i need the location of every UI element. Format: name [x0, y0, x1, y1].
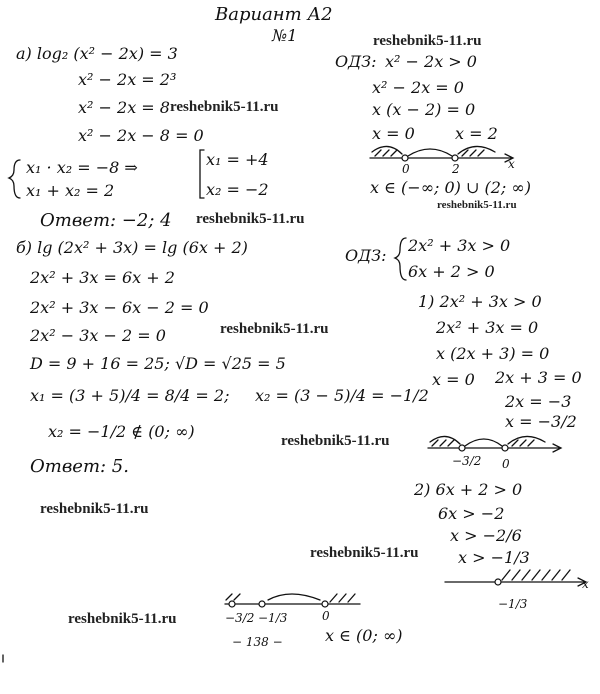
variant-title: Вариант А2 — [215, 4, 333, 25]
root-b-x1: x₁ = (3 + 5)/4 = 8/4 = 2; — [30, 386, 230, 405]
case1-line-5: 2x + 3 = 0 — [495, 368, 582, 387]
watermark-5: reshebnik5-11.ru — [220, 321, 329, 337]
vieta-product: x₁ · x₂ = −8 ⇒ — [26, 158, 138, 177]
odz-a-label: ОДЗ: — [335, 52, 377, 71]
line-a-label-2: 2 — [452, 162, 460, 176]
odz-a-step-2: x² − 2x = 0 — [372, 78, 464, 97]
watermark-8: reshebnik5-11.ru — [310, 545, 419, 561]
odz-a-root-2: x = 2 — [455, 124, 498, 143]
final-line-label-c: 0 — [322, 609, 330, 623]
vieta-brace — [9, 160, 20, 198]
case2-line-2: 6x > −2 — [438, 504, 505, 523]
case1-line-6: 2x = −3 — [505, 392, 572, 411]
roots-bracket — [200, 150, 204, 198]
odz-b-label: ОДЗ: — [345, 246, 387, 265]
case1-line-1: 1) 2x² + 3x > 0 — [418, 292, 542, 311]
odz-a-step-3: x (x − 2) = 0 — [372, 100, 476, 119]
line-b2-label-a: −1/3 — [498, 597, 528, 611]
watermark-3: reshebnik5-11.ru — [437, 199, 517, 211]
root-x1: x₁ = +4 — [206, 150, 269, 169]
line-a-label-0: 0 — [402, 162, 410, 176]
case2-line-3: x > −2/6 — [450, 526, 522, 545]
line-b2-label-x: x — [582, 577, 589, 591]
line-b1-label-a: −3/2 — [452, 454, 482, 468]
final-number-line — [225, 594, 360, 607]
odz-b-brace — [395, 238, 406, 280]
odz-b-cond-2: 6x + 2 > 0 — [408, 262, 495, 281]
watermark-9: reshebnik5-11.ru — [68, 611, 177, 627]
odz-a-root-0: x = 0 — [372, 124, 415, 143]
part-b-step-2: 2x² + 3x − 6x − 2 = 0 — [30, 298, 209, 317]
number-line-b1 — [428, 436, 561, 452]
watermark-2: reshebnik5-11.ru — [170, 99, 279, 115]
case1-line-7: x = −3/2 — [505, 412, 577, 431]
root-x2: x₂ = −2 — [206, 180, 269, 199]
odz-a-step-1: x² − 2x > 0 — [385, 52, 477, 71]
part-b-step-1: 2x² + 3x = 6x + 2 — [30, 268, 175, 287]
line-b1-label-b: 0 — [502, 457, 510, 471]
part-a-equation: a) log₂ (x² − 2x) = 3 — [16, 44, 178, 63]
vieta-sum: x₁ + x₂ = 2 — [26, 181, 115, 200]
part-b-answer: Ответ: 5. — [30, 456, 129, 477]
part-a-step-3: x² − 2x − 8 = 0 — [78, 126, 204, 145]
part-a-step-2: x² − 2x = 8 — [78, 98, 170, 117]
odz-b-cond-1: 2x² + 3x > 0 — [408, 236, 511, 255]
case1-line-4: x = 0 — [432, 370, 475, 389]
number-line-a — [370, 146, 513, 162]
final-line-label-a: −3/2 — [225, 611, 255, 625]
final-line-label-b: −1/3 — [258, 611, 288, 625]
watermark-1: reshebnik5-11.ru — [373, 33, 482, 49]
number-line-b2 — [445, 570, 586, 586]
odz-a-interval: x ∈ (−∞; 0) ∪ (2; ∞) — [370, 178, 531, 197]
part-a-answer: Ответ: −2; 4 — [40, 210, 172, 231]
root-b-x2-check: x₂ = −1/2 ∉ (0; ∞) — [48, 422, 195, 441]
discriminant: D = 9 + 16 = 25; √D = √25 = 5 — [30, 354, 286, 373]
watermark-4: reshebnik5-11.ru — [196, 211, 305, 227]
task-number: №1 — [272, 26, 298, 45]
root-b-x2: x₂ = (3 − 5)/4 = −1/2 — [255, 386, 429, 405]
part-b-step-3: 2x² − 3x − 2 = 0 — [30, 326, 166, 345]
case1-line-3: x (2x + 3) = 0 — [436, 344, 550, 363]
part-b-equation: б) lg (2x² + 3x) = lg (6x + 2) — [16, 238, 248, 257]
part-a-step-1: x² − 2x = 2³ — [78, 70, 177, 89]
final-interval: x ∈ (0; ∞) — [325, 626, 403, 645]
page-number: − 138 − — [232, 635, 283, 649]
watermark-7: reshebnik5-11.ru — [40, 501, 149, 517]
case2-line-1: 2) 6x + 2 > 0 — [414, 480, 523, 499]
case1-line-2: 2x² + 3x = 0 — [436, 318, 539, 337]
watermark-6: reshebnik5-11.ru — [281, 433, 390, 449]
case2-line-4: x > −1/3 — [458, 548, 530, 567]
line-a-label-x: x — [508, 157, 515, 171]
